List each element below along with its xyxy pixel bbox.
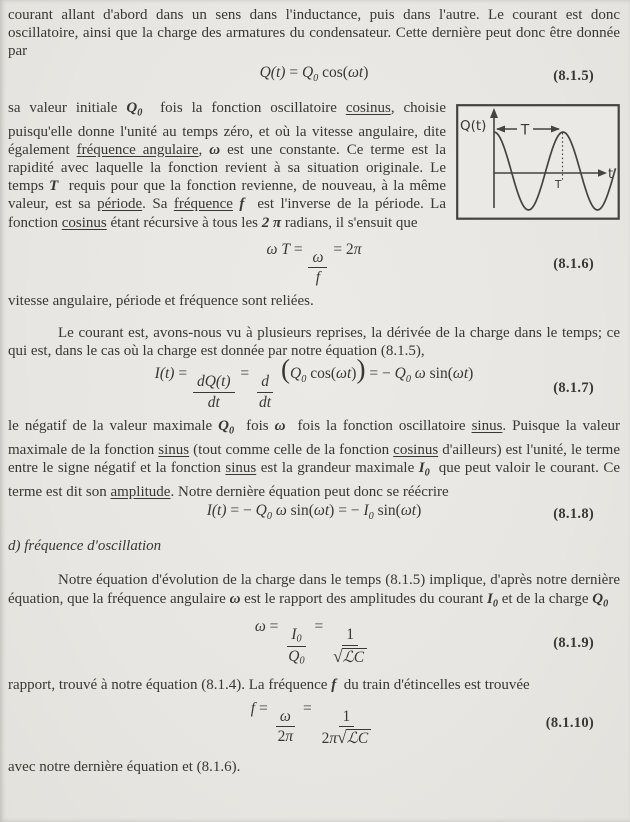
- text-segment: courant allant d'abord dans un sens dans l'inductance, puis dans l'autre. Le courant est donc oscillatoire, ainsi que la charge des armatures du condensateur. Cette dernière peut donc être donnée par: [8, 7, 620, 60]
- text-segment: I: [418, 459, 425, 476]
- paragraph-relation: [8, 292, 620, 310]
- equation-number: (8.1.10): [545, 715, 594, 732]
- text-segment: . Notre dernière équation peut donc se réécrire: [170, 483, 449, 500]
- fraction: [329, 626, 371, 666]
- fraction: [255, 373, 275, 411]
- text-segment: ω: [279, 707, 291, 725]
- text-segment: cosinus: [61, 214, 107, 231]
- equation-body: [207, 502, 422, 526]
- equation-body: [267, 241, 362, 287]
- text-segment: 0: [137, 107, 143, 119]
- equation-8-1-6: [8, 241, 620, 287]
- fraction: [308, 249, 327, 287]
- text-segment: sin(: [373, 501, 401, 519]
- equation-number: (8.1.5): [553, 67, 594, 84]
- text-segment: =: [265, 618, 283, 636]
- paragraph-omega-ratio: [8, 571, 620, 613]
- text-segment: (tout comme celle de la fonction: [189, 441, 394, 458]
- text-segment: , choisie puisqu'elle donne l'unité au temps zéro, et où la vitesse angulaire, dite également: [8, 99, 446, 158]
- text-segment: 0: [229, 425, 235, 437]
- text-segment: ℒC: [342, 648, 365, 666]
- text-segment: cos(: [318, 63, 348, 81]
- fraction: [274, 708, 298, 746]
- text-segment: fréquence angulaire: [76, 141, 199, 158]
- text-segment: fois la fonction oscillatoire: [285, 417, 472, 434]
- radical: √ℒC: [337, 728, 371, 747]
- qt-cosine-figure: [456, 104, 620, 220]
- text-segment: =: [299, 699, 316, 717]
- fraction: [284, 626, 308, 667]
- text-segment: rapport, trouvé à notre équation (8.1.4). La fréquence: [8, 677, 332, 694]
- text-segment: Q: [290, 365, 302, 383]
- text-segment: est le rapport des amplitudes du courant: [240, 590, 488, 607]
- equation-number: (8.1.6): [553, 255, 594, 272]
- text-segment: 1: [346, 626, 354, 644]
- text-segment: ω: [229, 590, 241, 607]
- text-segment: que peut valoir le courant. Ce terme est dit son: [8, 459, 621, 500]
- fraction: [193, 373, 235, 411]
- equation-number: (8.1.7): [553, 379, 594, 396]
- text-segment: I(t): [154, 365, 175, 383]
- equation-body: [251, 700, 377, 748]
- text-segment: 0: [313, 72, 319, 84]
- text-segment: requis pour que la fonction revienne, de nouveau, à la même valeur, est sa: [8, 178, 446, 213]
- text-segment: est l'inverse de la période. La fonction: [8, 196, 447, 231]
- text-segment: (: [280, 354, 291, 385]
- text-segment: =: [289, 240, 307, 258]
- text-segment: . Sa: [142, 196, 174, 213]
- text-segment: ω: [254, 618, 266, 636]
- text-segment: sinus: [471, 417, 503, 434]
- text-segment: = −: [365, 365, 395, 383]
- text-segment: ωt: [400, 501, 417, 519]
- text-segment: =: [255, 699, 272, 717]
- section-heading-frequence: d) fréquence d'oscillation: [8, 538, 162, 555]
- equation-number: (8.1.8): [553, 505, 594, 522]
- text-segment: 0: [603, 598, 609, 610]
- text-segment: radians, il s'ensuit que: [281, 214, 418, 231]
- text-segment: f: [315, 269, 321, 287]
- text-segment: amplitude: [110, 483, 171, 500]
- text-segment: ω: [275, 501, 287, 519]
- x-axis-label: t: [608, 166, 614, 182]
- text-segment: d'ailleurs) est l'unité, le terme entre le signe négatif et la fonction: [8, 441, 620, 476]
- text-segment: fois la fonction oscillatoire: [142, 99, 346, 116]
- text-segment: est la grandeur maximale: [256, 459, 419, 476]
- text-segment: . Puisque la valeur maximale de la fonction: [8, 417, 621, 458]
- text-segment: dt: [207, 393, 220, 411]
- text-segment: le négatif de la valeur maximale: [8, 417, 219, 434]
- text-segment: ): [351, 365, 357, 383]
- text-segment: sinus: [158, 441, 190, 458]
- text-segment: 0: [492, 598, 498, 610]
- text-segment: cosinus: [393, 441, 439, 458]
- text-segment: ): [416, 501, 422, 519]
- text-segment: ω: [312, 248, 324, 266]
- paragraph-current-derivative: [8, 324, 620, 360]
- paragraph-closing: [8, 758, 620, 776]
- text-segment: ℒC: [346, 729, 369, 747]
- text-segment: sa valeur initiale: [8, 99, 127, 116]
- text-segment: I: [487, 590, 493, 607]
- paragraph-intro: [8, 6, 620, 61]
- text-segment: π: [353, 240, 362, 258]
- text-segment: avec notre dernière équation et (8.1.6).: [8, 759, 241, 776]
- text-segment: dt: [259, 393, 272, 411]
- text-segment: ): [468, 365, 474, 383]
- text-segment: Q: [592, 590, 604, 607]
- text-segment: est une constante. Ce terme est la rapidité avec laquelle la fonction revient à sa situation originale. Le temps: [8, 141, 446, 195]
- text-segment: =: [285, 63, 302, 81]
- equation-8-1-7: [8, 354, 620, 411]
- text-segment: Q: [288, 648, 300, 666]
- text-segment: 0: [368, 510, 374, 522]
- text-segment: π: [329, 729, 338, 747]
- text-segment: Q(t): [259, 63, 286, 81]
- text-segment: cos(: [306, 365, 337, 383]
- text-segment: étant récursive à tous les: [106, 214, 262, 231]
- text-segment: I: [363, 501, 369, 519]
- text-segment: 0: [266, 510, 272, 522]
- text-segment: sinus: [225, 459, 257, 476]
- equation-body: [255, 618, 373, 667]
- text-segment: f: [239, 196, 245, 213]
- text-segment: fréquence: [173, 196, 233, 213]
- text-segment: du train d'étincelles est trouvée: [336, 677, 530, 694]
- text-segment: sin(: [425, 365, 453, 383]
- text-segment: 0: [301, 374, 307, 386]
- text-segment: =: [174, 365, 191, 383]
- text-segment: Q: [255, 501, 267, 519]
- text-segment: sin(: [286, 501, 314, 519]
- text-segment: T: [49, 178, 59, 195]
- y-axis-label: Q(t): [460, 117, 487, 134]
- paragraph-sinus-amplitude: [8, 417, 620, 501]
- equation-body: [260, 64, 369, 88]
- text-segment: fois: [234, 417, 275, 434]
- equation-8-1-8: [8, 502, 620, 526]
- text-segment: ,: [198, 141, 210, 158]
- equation-8-1-10: [8, 700, 620, 748]
- text-segment: = 2: [329, 240, 354, 258]
- text-segment: ωt: [313, 501, 330, 519]
- equation-body: [154, 354, 474, 411]
- text-segment: Q: [126, 99, 138, 116]
- text-segment: 0: [299, 655, 305, 667]
- text-segment: 0: [405, 374, 411, 386]
- text-segment: 0: [424, 467, 430, 479]
- text-segment: 2: [277, 727, 286, 745]
- text-segment: 0: [296, 633, 302, 645]
- equation-8-1-5: [8, 64, 620, 88]
- text-segment: Q: [218, 417, 230, 434]
- text-segment: f: [250, 699, 256, 717]
- equation-number: (8.1.9): [553, 634, 594, 651]
- text-segment: =: [236, 365, 254, 383]
- text-segment: ωt: [452, 365, 469, 383]
- text-segment: vitesse angulaire, période et fréquence sont reliées.: [8, 292, 314, 309]
- text-segment: I(t): [206, 501, 227, 519]
- text-segment: 2: [321, 729, 330, 747]
- text-segment: ω: [209, 141, 221, 158]
- text-segment: cosinus: [345, 99, 391, 116]
- fraction: [318, 708, 376, 748]
- text-segment: Q: [394, 365, 406, 383]
- text-segment: et de la charge: [497, 590, 593, 607]
- text-segment: ω: [274, 417, 286, 434]
- text-segment: =: [310, 618, 328, 636]
- equation-8-1-9: [8, 618, 620, 667]
- radical: √ℒC: [333, 647, 367, 666]
- text-segment: f: [331, 677, 337, 694]
- text-segment: π: [285, 727, 294, 745]
- text-segment: ω T: [266, 240, 290, 258]
- text-segment: ω: [414, 365, 426, 383]
- text-segment: dQ(t): [196, 373, 231, 391]
- paragraph-with-figure: [8, 99, 620, 232]
- text-segment: I: [291, 626, 297, 644]
- period-tick-label: T: [555, 178, 562, 191]
- text-segment: Notre équation d'évolution de la charge dans le temps (8.1.5) implique, d'après notre dernière équation, que la fréquence angulaire: [8, 572, 620, 607]
- text-segment: ωt: [336, 365, 352, 383]
- text-segment: période: [97, 196, 143, 213]
- text-segment: ): [363, 63, 369, 81]
- text-segment: Q: [301, 63, 314, 81]
- text-segment: 2 π: [261, 214, 282, 231]
- text-segment: ωt: [347, 63, 364, 81]
- text-segment: 1: [342, 707, 351, 725]
- text-segment: = −: [226, 501, 256, 519]
- text-segment: d: [261, 373, 269, 391]
- text-segment: ) = −: [329, 501, 364, 519]
- paragraph-etincelles: [8, 676, 620, 694]
- text-segment: Le courant est, avons-nous vu à plusieurs reprises, la dérivée de la charge dans le temps; ce qui est, dans le cas où la charge est donnée par notre équation (8.1.5),: [8, 324, 620, 359]
- qt-cosine-svg: [456, 104, 620, 220]
- text-segment: ): [356, 354, 366, 385]
- period-label: T: [520, 122, 530, 139]
